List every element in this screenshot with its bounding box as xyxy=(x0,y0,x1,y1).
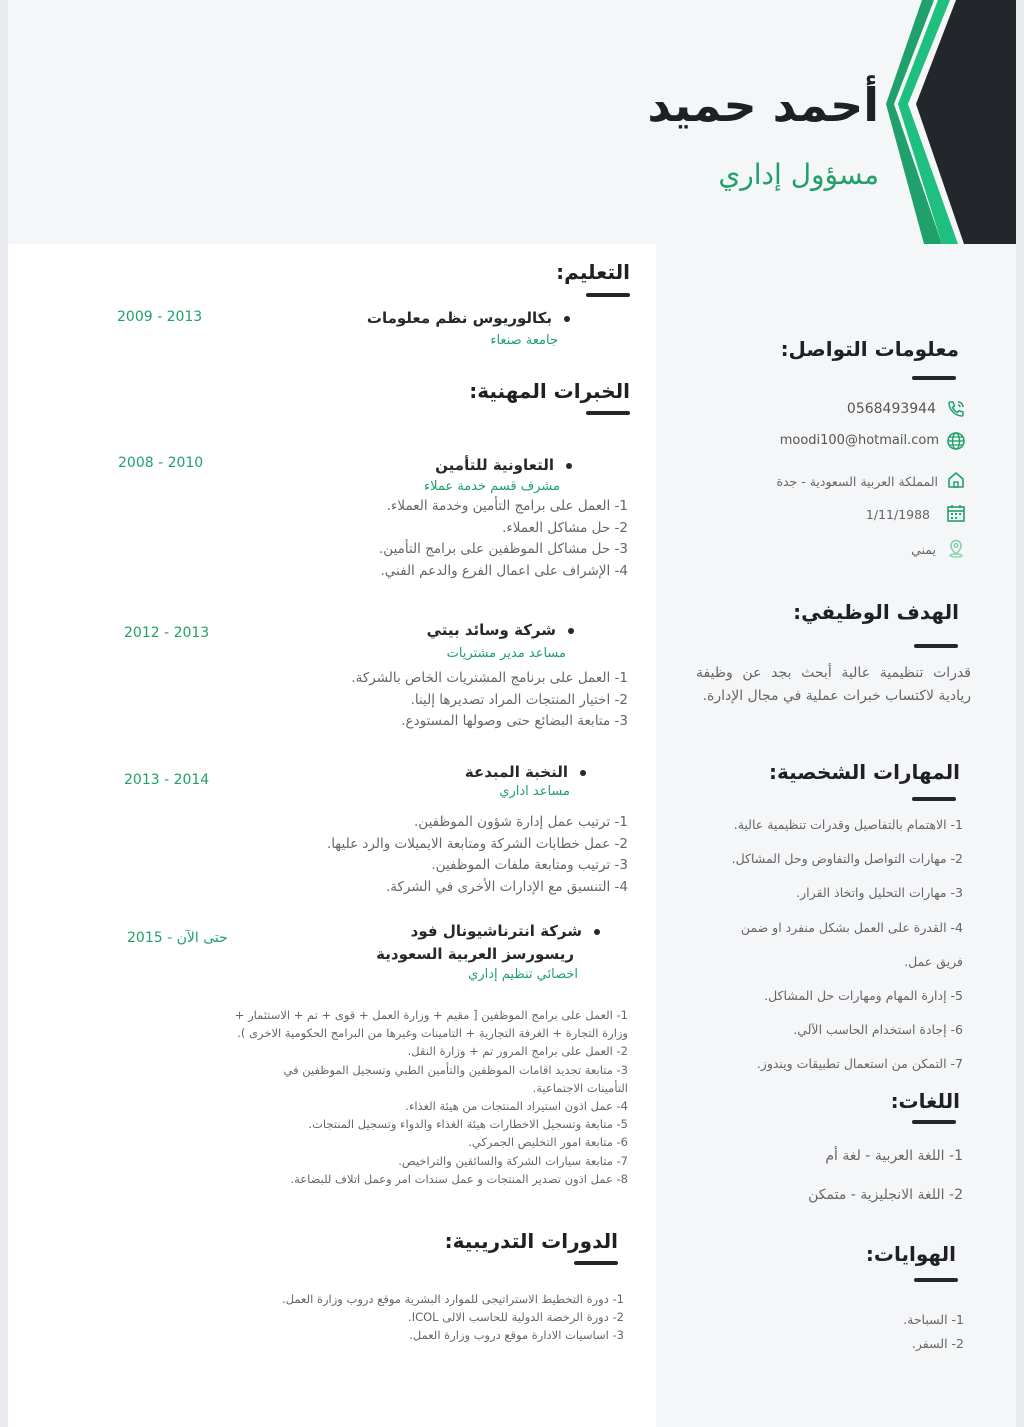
job-company xyxy=(435,456,572,474)
courses-heading: الدورات التدريبية: xyxy=(444,1229,618,1253)
duty-item: 4- التنسيق مع الإدارات الأخرى في الشركة. xyxy=(385,879,628,896)
duty-item: 1- العمل على برنامج المشتريات الخاص بالشركة. xyxy=(351,670,628,686)
job-role: مشرف قسم خدمة عملاء xyxy=(423,479,560,494)
skills-heading-rule xyxy=(912,797,956,801)
bullet-dot xyxy=(566,463,572,469)
education-heading: التعليم: xyxy=(556,260,630,284)
job-role: مساعد اداري xyxy=(499,784,570,799)
job-company-text: شركة انترناشيونال فود xyxy=(410,922,582,940)
job-dates: 2012 - 2013 xyxy=(124,625,210,641)
education-degree xyxy=(367,309,570,327)
contact-address: المملكة العربية السعودية - جدة xyxy=(776,474,938,489)
job-dates: حتى الآن - 2015 xyxy=(127,930,228,946)
candidate-name: أحمد حميد xyxy=(647,78,879,132)
job-company-text: التعاونية للتأمين xyxy=(435,456,554,474)
bullet-dot xyxy=(580,770,586,776)
languages-heading-rule xyxy=(912,1120,956,1124)
job-duties xyxy=(379,496,628,583)
education-heading-rule xyxy=(586,293,630,297)
objective-heading: الهدف الوظيفي: xyxy=(793,600,959,624)
job-company-text: شركة وسائد بيتي xyxy=(426,621,556,639)
contact-email: moodi100@hotmail.com xyxy=(779,433,939,448)
skill-item: 7- التمكن من استعمال تطبيقات ويندوز. xyxy=(756,1056,963,1072)
language-item: 2- اللغة الانجليزية - متمكن xyxy=(808,1187,963,1203)
duty-item: التأمينات الاجتماعية. xyxy=(532,1080,628,1095)
course-item: 1- دورة التخطيط الاستراتيجى للموارد البشرية موقع دروب وزارة العمل. xyxy=(282,1292,624,1306)
location-pin-icon xyxy=(946,538,966,558)
skill-item: 1- الاهتمام بالتفاصيل وقدرات تنظيمية عالية. xyxy=(733,817,963,832)
bullet-dot xyxy=(594,929,600,935)
globe-icon xyxy=(946,431,966,451)
duty-item: 6- متابعة امور التخليص الجمركي. xyxy=(468,1135,628,1150)
job-role: اخصائي تنظيم إداري xyxy=(468,967,578,982)
skill-item: 5- إدارة المهام ومهارات حل المشاكل. xyxy=(764,988,963,1004)
experience-heading: الخبرات المهنية: xyxy=(469,379,630,403)
skill-item: فريق عمل. xyxy=(904,953,963,969)
bullet-dot xyxy=(568,628,574,634)
education-dates: 2009 - 2013 xyxy=(117,309,203,325)
contact-heading-rule xyxy=(912,376,956,380)
resume-header xyxy=(8,0,1016,244)
education-school: جامعة صنعاء xyxy=(490,333,558,348)
duty-item: 5- متابعة وتسجيل الاخطارات هيئة الغذاء والدواء وتسجيل المنتجات. xyxy=(308,1117,628,1132)
duty-item: 4- الإشراف على اعمال الفرع والدعم الفني. xyxy=(380,563,628,580)
job-company xyxy=(411,922,600,940)
job-company xyxy=(465,763,586,781)
job-dates: 2008 - 2010 xyxy=(118,455,204,471)
duty-item: وزارة التجارة + الغرفة التجارية + التامينات وغيرها من البرامج الحكومية الاخرى ). xyxy=(237,1026,628,1041)
duty-item: 8- عمل اذون تصدير المنتجات و عمل سندات امر وعمل اتلاف للبضاعة. xyxy=(290,1171,628,1186)
sidebar-column xyxy=(656,244,1016,1427)
resume-page xyxy=(8,0,1016,1427)
courses-heading-rule xyxy=(574,1261,618,1265)
duty-item: 1- العمل على برامج الموظفين [ مقيم + وزارة العمل + قوى + تم + الاستثمار + xyxy=(234,1008,628,1022)
job-company-line2: ريسورسز العربية السعودية xyxy=(376,945,574,963)
skill-item: 6- إجادة استخدام الحاسب الآلي. xyxy=(793,1022,963,1038)
contact-nationality: يمني xyxy=(911,542,936,557)
duty-item: 7- متابعة سيارات الشركة والسائقين والتراخيص. xyxy=(398,1153,628,1168)
hobbies-list xyxy=(903,1308,964,1356)
duty-item: 3- متابعة تجديد اقامات الموظفين والتأمين الطبي وتسجيل الموظفين في xyxy=(283,1062,628,1077)
objective-text: قدرات تنظيمية عالية أبحث بجد عن وظيفة ريادية لاكتساب خبرات عملية في مجال الإدارة. xyxy=(696,665,971,704)
bullet-dot xyxy=(564,316,570,322)
job-dates: 2013 - 2014 xyxy=(124,772,210,788)
duty-item: 2- عمل خطابات الشركة ومتابعة الايميلات والرد عليها. xyxy=(326,835,628,852)
contact-phone: 0568493944 xyxy=(846,401,936,417)
job-duties xyxy=(235,1006,628,1188)
duty-item: 1- ترتيب عمل إدارة شؤون الموظفين. xyxy=(414,814,628,830)
duty-item: 2- اختيار المنتجات المراد تصديرها إلينا. xyxy=(410,691,628,708)
education-degree-text: بكالوريوس نظم معلومات xyxy=(366,309,552,327)
home-icon xyxy=(946,470,966,490)
contact-heading: معلومات التواصل: xyxy=(780,337,959,361)
duty-item: 4- عمل اذون استيراد المنتجات من هيئة الغذاء. xyxy=(405,1099,628,1114)
hobby-item: 1- السباحة. xyxy=(903,1312,964,1327)
skill-item: 4- القدرة على العمل بشكل منفرد او ضمن xyxy=(740,919,963,935)
hobby-item: 2- السفر. xyxy=(911,1336,964,1351)
skill-item: 3- مهارات التحليل واتخاذ القرار. xyxy=(796,885,963,901)
language-item: 1- اللغة العربية - لغة أم xyxy=(825,1148,963,1164)
job-duties xyxy=(351,668,628,733)
duty-item: 2- حل مشاكل العملاء. xyxy=(502,519,628,536)
languages-list xyxy=(808,1137,963,1215)
job-company xyxy=(427,621,574,639)
skill-item: 2- مهارات التواصل والتفاوض وحل المشاكل. xyxy=(731,851,963,867)
job-company-text: النخبة المبدعة xyxy=(464,763,568,781)
duty-item: 3- ترتيب ومتابعة ملفات الموظفين. xyxy=(431,857,628,874)
course-item: 3- اساسيات الادارة موقع دروب وزارة العمل. xyxy=(409,1328,624,1343)
calendar-icon xyxy=(946,503,966,523)
job-role: مساعد مدير مشتريات xyxy=(446,646,566,661)
experience-heading-rule xyxy=(586,411,630,415)
course-item: 2- دورة الرخصة الدولية للحاسب الالى ICOL. xyxy=(408,1310,624,1325)
skills-heading: المهارات الشخصية: xyxy=(768,760,960,784)
courses-list xyxy=(282,1290,624,1345)
duty-item: 3- متابعة البضائع حتى وصولها المستودع. xyxy=(401,713,628,730)
hobbies-heading: الهوايات: xyxy=(865,1242,956,1266)
objective-heading-rule xyxy=(914,644,958,648)
hobbies-heading-rule xyxy=(914,1278,958,1282)
skills-list xyxy=(732,808,963,1082)
job-duties xyxy=(327,812,628,899)
phone-icon xyxy=(946,399,966,419)
header-corner-decoration xyxy=(886,0,1016,244)
main-column xyxy=(8,244,656,1427)
duty-item: 3- حل مشاكل الموظفين على برامج التأمين. xyxy=(379,541,628,558)
contact-birthdate: 1/11/1988 xyxy=(865,507,930,522)
duty-item: 1- العمل على برامج التأمين وخدمة العملاء. xyxy=(386,498,628,514)
duty-item: 2- العمل على برامج المرور تم + وزارة النقل. xyxy=(407,1044,628,1059)
languages-heading: اللغات: xyxy=(890,1089,960,1113)
candidate-title: مسؤول إداري xyxy=(718,158,879,191)
